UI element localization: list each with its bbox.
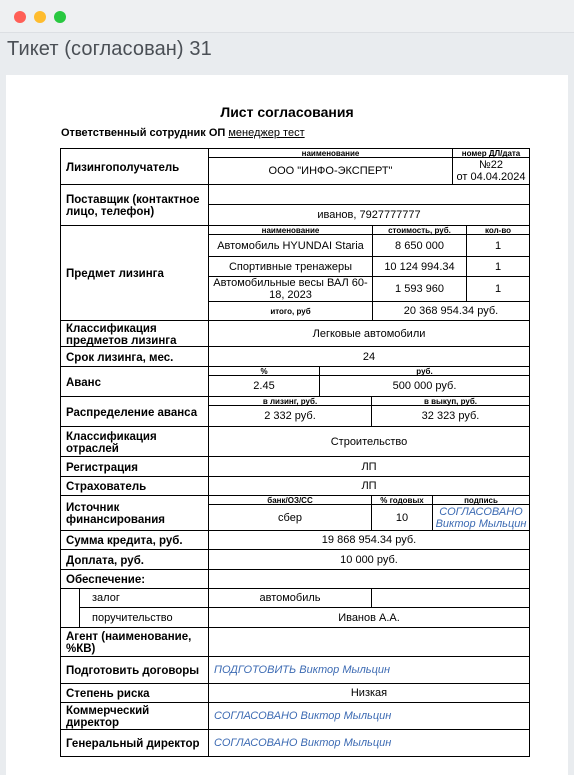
funding-rate-header: % годовых — [371, 495, 433, 505]
credit-label: Сумма кредита, руб. — [60, 530, 209, 550]
distribution-buyout-header: в выкуп, руб. — [371, 396, 530, 406]
subject-item-cost: 1 593 960 — [372, 276, 467, 302]
risk-value: Низкая — [208, 683, 530, 703]
term-label: Срок лизинга, мес. — [60, 346, 209, 367]
funding-bank: сбер — [208, 504, 372, 531]
subject-item-name: Спортивные тренажеры — [208, 256, 373, 277]
distribution-lease: 2 332 руб. — [208, 405, 372, 427]
subject-item-name: Автомобильные весы ВАЛ 60-18, 2023 — [208, 276, 373, 302]
pledge-label: залог — [79, 588, 209, 608]
insurer-label: Страхователь — [60, 476, 209, 496]
approval-table — [60, 148, 530, 766]
commercial-director-label: Коммерческий директор — [60, 702, 209, 730]
funding-sign-header: подпись — [432, 495, 530, 505]
distribution-lease-header: в лизинг, руб. — [208, 396, 372, 406]
responsible-employee — [61, 127, 305, 139]
subject-label: Предмет лизинга — [60, 225, 209, 321]
contracts-label: Подготовить договоры — [60, 656, 209, 684]
registration-value: ЛП — [208, 456, 530, 477]
subject-qty-header: кол-во — [466, 225, 530, 235]
advance-pct-header: % — [208, 366, 320, 376]
security-indent — [60, 588, 80, 628]
supplier-label: Поставщик (контактное лицо, телефон) — [60, 184, 209, 226]
insurer-value: ЛП — [208, 476, 530, 496]
lessee-label: Лизингополучатель — [60, 148, 209, 185]
supplier-spacer — [208, 184, 530, 205]
guarantee-label: поручительство — [79, 607, 209, 628]
industry-label: Классификация отраслей — [60, 426, 209, 457]
subject-item-name: Автомобиль HYUNDAI Staria — [208, 234, 373, 257]
pledge-extra — [371, 588, 530, 608]
advance-pct: 2.45 — [208, 375, 320, 397]
advance-rub: 500 000 руб. — [319, 375, 530, 397]
responsible-link[interactable]: менеджер тест — [228, 127, 305, 139]
document-title: Лист согласования — [220, 104, 354, 120]
subject-total-label: итого, руб — [208, 301, 373, 321]
agent-value — [208, 627, 530, 657]
subject-item-qty: 1 — [466, 234, 530, 257]
contract-number: №22 — [478, 159, 504, 171]
funding-bank-header: банк/ОЗ/СС — [208, 495, 372, 505]
lessee-name: ООО "ИНФО-ЭКСПЕРТ" — [208, 157, 453, 185]
general-director-link[interactable]: СОГЛАСОВАНО Виктор Мыльцин — [208, 729, 530, 757]
guarantee-value: Иванов А.А. — [208, 607, 530, 628]
contract-date: от 04.04.2024 — [456, 171, 526, 183]
page-header — [0, 33, 574, 75]
subject-total-value: 20 368 954.34 руб. — [372, 301, 530, 321]
distribution-buyout: 32 323 руб. — [371, 405, 530, 427]
funding-sign-link[interactable]: СОГЛАСОВАНО Виктор Мыльцин — [432, 504, 530, 531]
classification-value: Легковые автомобили — [208, 320, 530, 347]
classification-label: Классификация предметов лизинга — [60, 320, 209, 347]
contracts-link[interactable]: ПОДГОТОВИТЬ Виктор Мыльцин — [208, 656, 530, 684]
lessee-name-header: наименование — [208, 148, 453, 158]
page-title: Тикет (согласован) 31 — [7, 38, 212, 60]
advance-label: Аванс — [60, 366, 209, 397]
general-director-label: Генеральный директор — [60, 729, 209, 757]
risk-label: Степень риска — [60, 683, 209, 703]
maximize-window-button[interactable] — [54, 11, 66, 23]
supplier-value: иванов, 7927777777 — [208, 204, 530, 226]
subject-cost-header: стоимость, руб. — [372, 225, 467, 235]
responsible-label: Ответственный сотрудник ОП — [61, 127, 226, 139]
minimize-window-button[interactable] — [34, 11, 46, 23]
pledge-value: автомобиль — [208, 588, 372, 608]
agent-label: Агент (наименование, %КВ) — [60, 627, 209, 657]
registration-label: Регистрация — [60, 456, 209, 477]
term-value: 24 — [208, 346, 530, 367]
approval-sheet — [6, 75, 568, 775]
advance-rub-header: руб. — [319, 366, 530, 376]
credit-value: 19 868 954.34 руб. — [208, 530, 530, 550]
subject-item-cost: 8 650 000 — [372, 234, 467, 257]
subject-item-qty: 1 — [466, 256, 530, 277]
surcharge-value: 10 000 руб. — [208, 549, 530, 570]
funding-rate: 10 — [371, 504, 433, 531]
industry-value: Строительство — [208, 426, 530, 457]
subject-name-header: наименование — [208, 225, 373, 235]
window-titlebar — [0, 0, 574, 33]
close-window-button[interactable] — [14, 11, 26, 23]
commercial-director-link[interactable]: СОГЛАСОВАНО Виктор Мыльцин — [208, 702, 530, 730]
lessee-contract — [452, 157, 530, 185]
distribution-label: Распределение аванса — [60, 396, 209, 427]
security-label: Обеспечение: — [60, 569, 209, 589]
subject-item-cost: 10 124 994.34 — [372, 256, 467, 277]
surcharge-label: Доплата, руб. — [60, 549, 209, 570]
security-spacer — [208, 569, 530, 589]
lessee-contract-header: номер ДЛ/дата — [452, 148, 530, 158]
funding-label: Источник финансирования — [60, 495, 209, 531]
subject-item-qty: 1 — [466, 276, 530, 302]
